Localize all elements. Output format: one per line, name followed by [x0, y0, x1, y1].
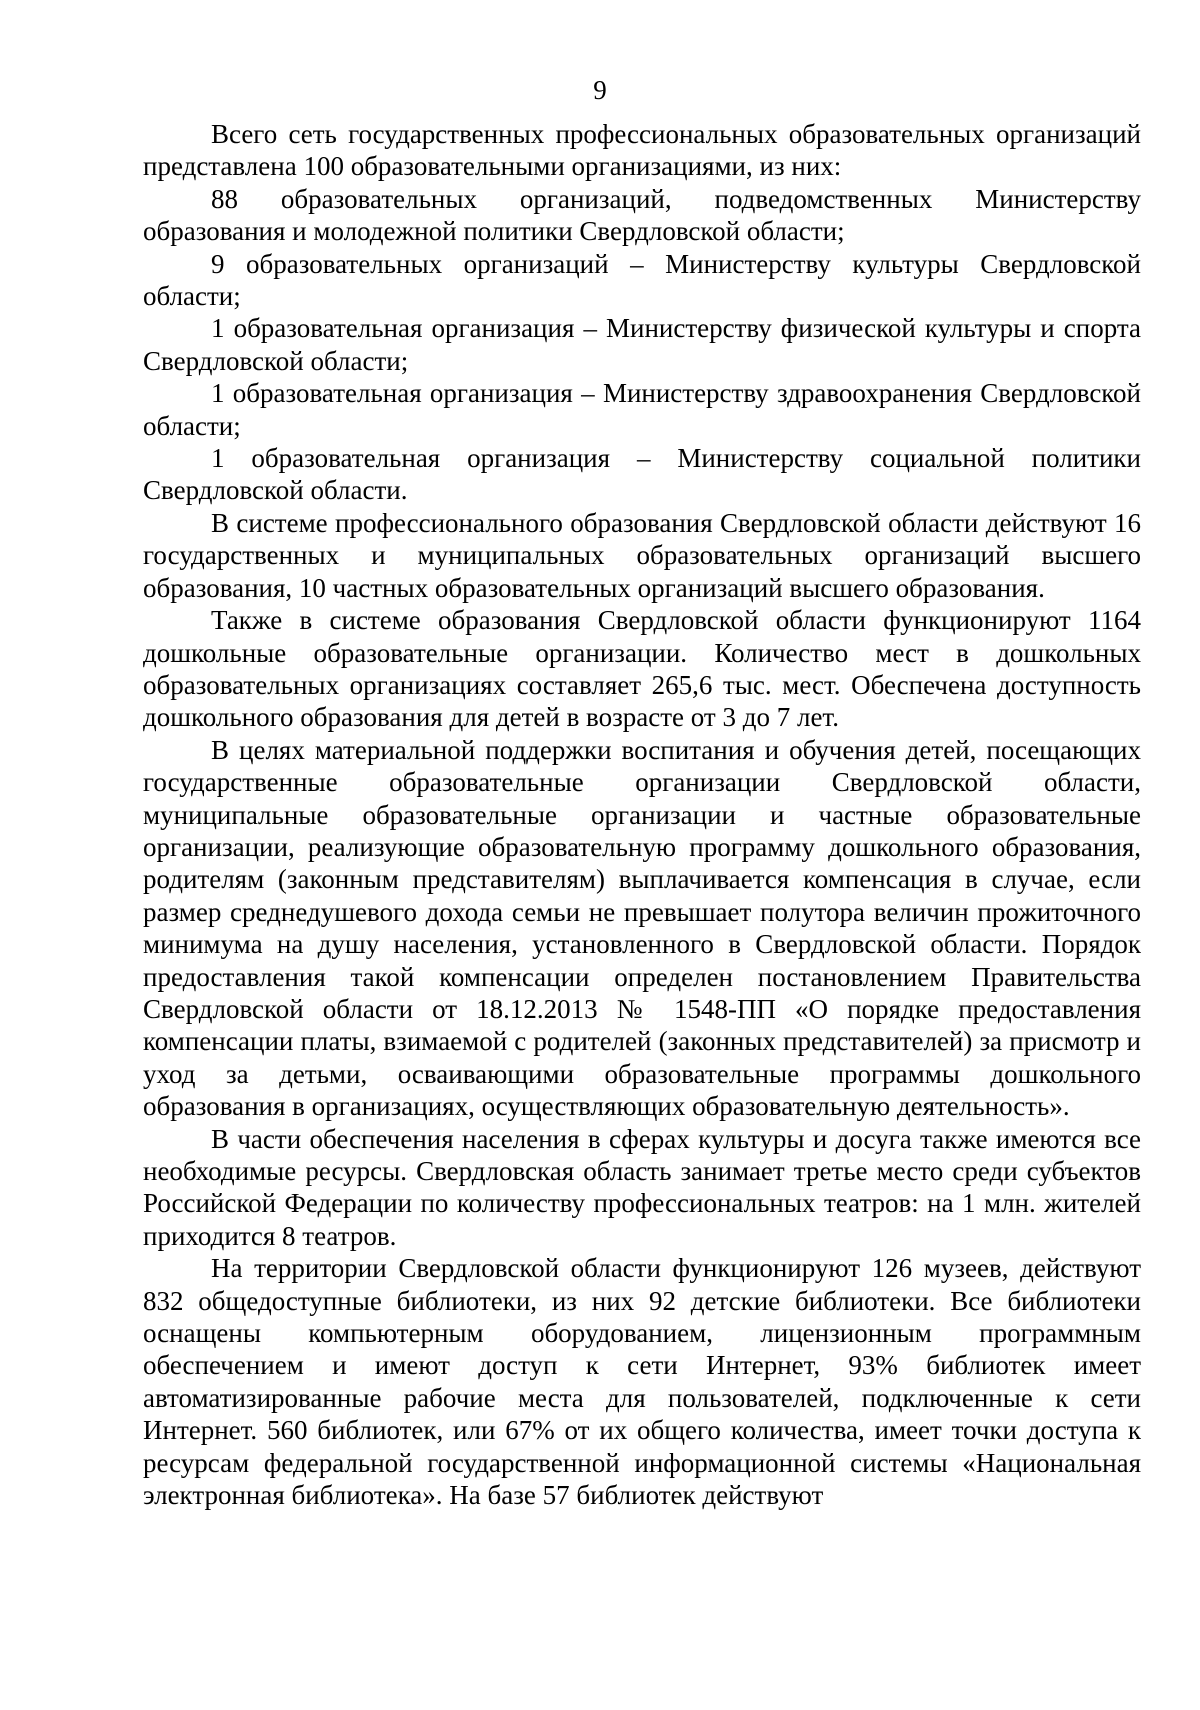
paragraph: 1 образовательная организация – Министерству здравоохранения Свердловской области; — [143, 378, 1141, 441]
page-number: 9 — [593, 75, 607, 105]
paragraph: 88 образовательных организаций, подведомственных Министерству образования и молодежной политики Свердловской области; — [143, 183, 1141, 247]
paragraph: В системе профессионального образования Свердловской области действуют 16 государственных и муниципальных образовательных организаций высшего образования, 10 частных образовательных организаций высшего образования. — [143, 507, 1141, 603]
paragraph: В целях материальной поддержки воспитания и обучения детей, посещающих государственные образовательные организации Свердловской области, муниципальные образовательные организации и частные образовательные организации, реализующие образовательную программу дошкольного образования, родителям (законным представителям) выплачивается компенсация в случае, если размер среднедушевого дохода семьи не превышает полутора величин прожиточного минимума на душу населения, установленного в Свердловской области. Порядок предоставления такой компенсации определен постановлением Правительства Свердловской области от 18.12.2013 № 1548-ПП «О порядке предоставления компенсации платы, взимаемой с родителей (законных представителей) за присмотр и уход за детьми, осваивающими образовательные программы дошкольного образования в организациях, осуществляющих образовательную деятельность». — [143, 734, 1141, 1122]
paragraph: На территории Свердловской области функционируют 126 музеев, действуют 832 общедоступные библиотеки, из них 92 детские библиотеки. Все библиотеки оснащены компьютерным оборудованием, лицензионным программным обеспечением и имеют доступ к сети Интернет, 93% библиотек имеет автоматизированные рабочие места для пользователей, подключенные к сети Интернет. 560 библиотек, или 67% от их общего количества, имеет точки доступа к ресурсам федеральной государственной информационной системы «Национальная электронная библиотека». На базе 57 библиотек действуют — [143, 1253, 1141, 1511]
paragraph: Всего сеть государственных профессиональных образовательных организаций представлена 100 образовательными организациями, из них: — [143, 119, 1141, 182]
paragraph: 1 образовательная организация – Министерству социальной политики Свердловской области. — [143, 443, 1141, 506]
paragraph: 1 образовательная организация – Министерству физической культуры и спорта Свердловской области; — [143, 313, 1141, 376]
paragraph: 9 образовательных организаций – Министерству культуры Свердловской области; — [143, 248, 1141, 312]
document-body — [143, 118, 1141, 1511]
paragraph: Также в системе образования Свердловской области функционируют 1164 дошкольные образовательные организации. Количество мест в дошкольных образовательных организациях составляет 265,6 тыс. мест. Обеспечена доступность дошкольного образования для детей в возрасте от 3 до 7 лет. — [143, 605, 1141, 733]
paragraph: В части обеспечения населения в сферах культуры и досуга также имеются все необходимые ресурсы. Свердловская область занимает третье место среди субъектов Российской Федерации по количеству профессиональных театров: на 1 млн. жителей приходится 8 театров. — [143, 1123, 1141, 1251]
